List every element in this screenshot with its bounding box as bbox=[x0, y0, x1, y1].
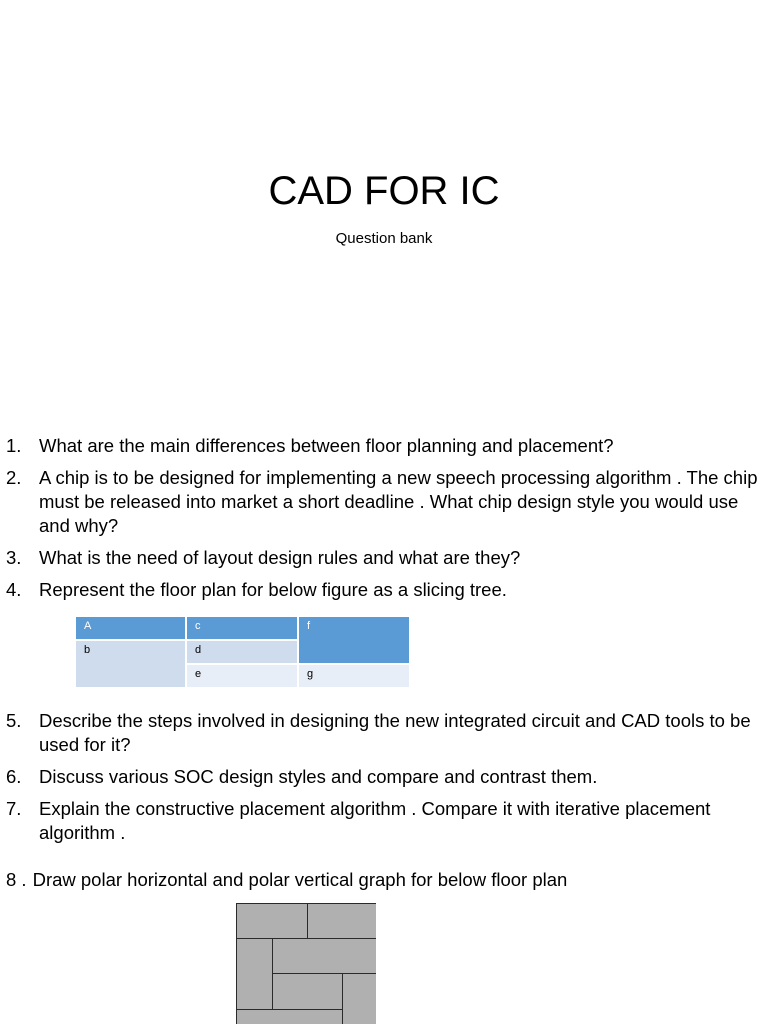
page-subtitle: Question bank bbox=[335, 230, 433, 247]
question-text: Draw polar horizontal and polar vertical graph for below floor plan bbox=[32, 869, 568, 890]
question-number: 4. bbox=[6, 579, 22, 600]
question-number: 7. bbox=[6, 798, 22, 819]
floorplan-block bbox=[236, 903, 308, 939]
cell-g: g bbox=[298, 664, 410, 688]
cell-d: d bbox=[186, 640, 298, 664]
floorplan-table bbox=[74, 615, 411, 689]
question-number: 8 . bbox=[6, 869, 27, 890]
floorplan-block bbox=[272, 938, 376, 974]
question-7 bbox=[0, 797, 768, 845]
floorplan-block bbox=[272, 973, 343, 1010]
floorplan-block bbox=[236, 938, 273, 1010]
question-6 bbox=[0, 765, 768, 789]
question-2 bbox=[0, 466, 768, 538]
question-text: What are the main differences between floor planning and placement? bbox=[39, 435, 614, 456]
question-number: 6. bbox=[6, 766, 22, 787]
question-text: Represent the floor plan for below figure as a slicing tree. bbox=[39, 579, 507, 600]
floorplan-block bbox=[236, 1009, 343, 1024]
cell-e: e bbox=[186, 664, 298, 688]
question-list-continued bbox=[0, 709, 768, 853]
question-text: Explain the constructive placement algorithm . Compare it with iterative placement algorithm . bbox=[39, 798, 711, 843]
question-4 bbox=[0, 578, 768, 602]
question-text: What is the need of layout design rules and what are they? bbox=[39, 547, 521, 568]
question-number: 5. bbox=[6, 710, 22, 731]
cell-c: c bbox=[186, 616, 298, 640]
question-3 bbox=[0, 546, 768, 570]
floorplan-block bbox=[342, 973, 376, 1024]
question-5 bbox=[0, 709, 768, 757]
question-number: 2. bbox=[6, 467, 22, 488]
question-number: 3. bbox=[6, 547, 22, 568]
question-list bbox=[0, 434, 768, 610]
question-8 bbox=[6, 868, 567, 892]
floorplan-diagram bbox=[236, 903, 376, 1024]
cell-b: b bbox=[75, 640, 186, 688]
page-title: CAD FOR IC bbox=[268, 169, 500, 213]
question-number: 1. bbox=[6, 435, 22, 456]
question-text: Describe the steps involved in designing the new integrated circuit and CAD tools to be used for it? bbox=[39, 710, 751, 755]
cell-f: f bbox=[298, 616, 410, 664]
question-1 bbox=[0, 434, 768, 458]
question-text: A chip is to be designed for implementing a new speech processing algorithm . The chip must be released into market a short deadline . What chip design style you would use and why? bbox=[39, 467, 758, 536]
floorplan-block bbox=[307, 903, 376, 939]
cell-a: A bbox=[75, 616, 186, 640]
question-text: Discuss various SOC design styles and compare and contrast them. bbox=[39, 766, 598, 787]
